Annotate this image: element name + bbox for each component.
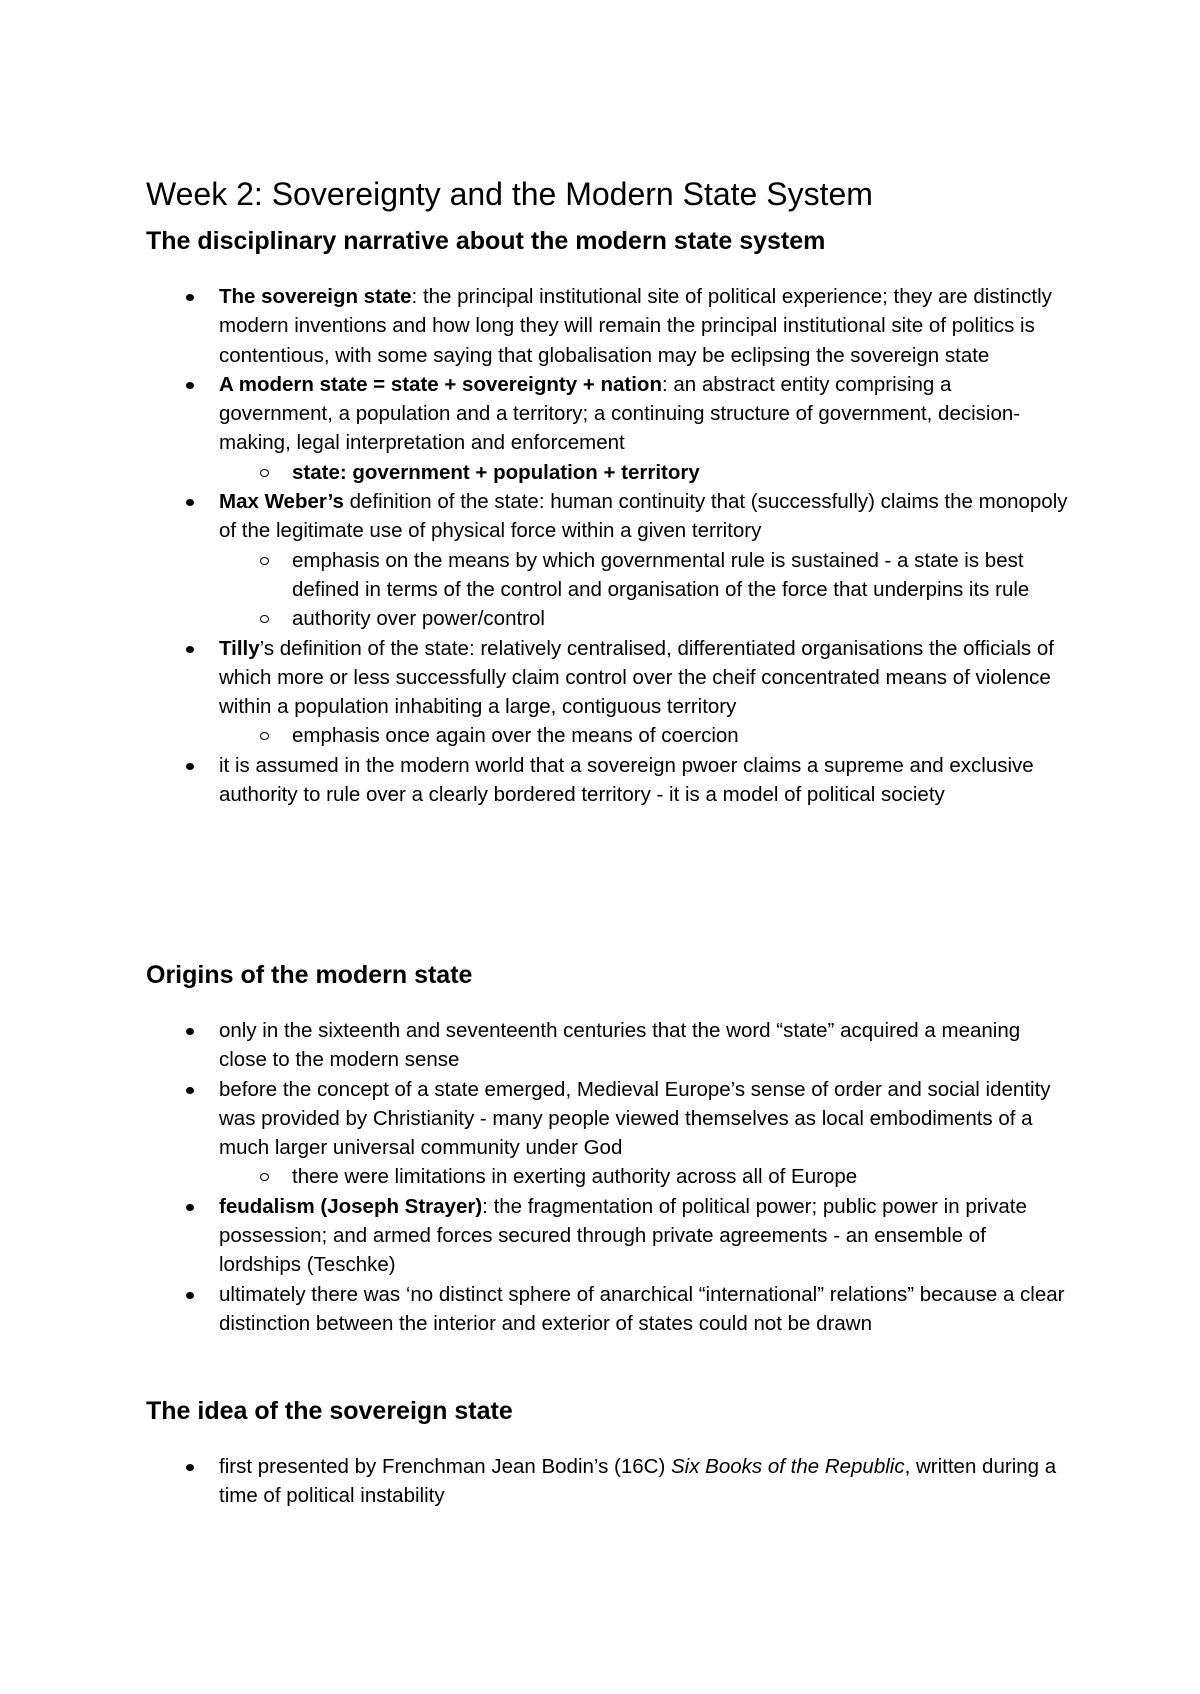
- page-title: Week 2: Sovereignty and the Modern State System: [146, 176, 873, 212]
- list-item: [146, 1192, 1069, 1280]
- bullet-list: [146, 1452, 1066, 1511]
- list-item: ultimately there was ‘no distinct sphere of anarchical “international” relations” because a clear distinction between the interior and exterior of states could not be drawn: [146, 1280, 1069, 1339]
- bold-term: feudalism (Joseph Strayer): [219, 1194, 483, 1218]
- item-text: before the concept of a state emerged, Medieval Europe’s sense of order and social identity was provided by Christianity - many people viewed themselves as local embodiments of a much larger universal community under God: [219, 1077, 1051, 1160]
- sub-list: [219, 1162, 1069, 1191]
- book-title: Six Books of the Republic: [670, 1455, 905, 1478]
- sub-list: [219, 546, 1069, 634]
- section-heading: The idea of the sovereign state: [146, 1397, 513, 1425]
- sub-list-item: emphasis on the means by which governmental rule is sustained - a state is best defined in terms of the control and organisation of the force that underpins its rule: [219, 546, 1069, 605]
- item-text: : an abstract entity comprising a government, a population and a territory; a continuing structure of government, decision-making, legal interpretation and enforcement: [219, 372, 1021, 455]
- sub-list: [219, 721, 1069, 750]
- bullet-list: [146, 282, 1066, 809]
- list-item: only in the sixteenth and seventeenth centuries that the word “state” acquired a meaning close to the modern sense: [146, 1016, 1069, 1075]
- section-idea-sovereign-state: [146, 1394, 1066, 1511]
- sub-list-item: emphasis once again over the means of coercion: [219, 721, 1069, 750]
- sub-list-item: authority over power/control: [219, 604, 1069, 633]
- section-disciplinary-narrative: [146, 224, 1066, 809]
- item-text: : the fragmentation of political power; public power in private possession; and armed forces secured through private agreements - an ensemble of lordships (Teschke): [219, 1194, 1027, 1277]
- item-text: first presented by Frenchman Jean Bodin’s (16C): [219, 1455, 671, 1478]
- list-item: [146, 634, 1069, 751]
- item-text: : the principal institutional site of political experience; they are distinctly modern inventions and how long they will remain the principal institutional site of politics is contentious, with some saying that globalisation may be eclipsing the sovereign state: [219, 285, 1052, 367]
- sub-list-item: there were limitations in exerting authority across all of Europe: [219, 1162, 1069, 1191]
- list-item: [146, 1452, 1069, 1511]
- item-text: definition of the state: human continuity that (successfully) claims the monopoly of the legitimate use of physical force within a given territory: [219, 490, 1068, 543]
- bold-term: Max Weber’s: [219, 490, 344, 514]
- list-item: [146, 282, 1069, 370]
- bold-term: The sovereign state: [219, 285, 412, 308]
- sub-list-item: [219, 458, 1069, 487]
- list-item: [146, 1075, 1069, 1192]
- bold-term: A modern state = state + sovereignty + nation: [219, 372, 662, 396]
- item-text: ’s definition of the state: relatively centralised, differentiated organisations the officials of which more or less successfully claim control over the cheif concentrated means of violence within a population inhabiting a large, contiguous territory: [219, 636, 1054, 719]
- sub-list: [219, 458, 1069, 487]
- bold-term: Tilly: [219, 636, 260, 660]
- list-item: [146, 487, 1069, 633]
- section-heading: Origins of the modern state: [146, 961, 473, 989]
- bullet-list: [146, 1016, 1066, 1338]
- section-heading: The disciplinary narrative about the modern state system: [146, 227, 826, 255]
- item-text: , written during a time of political instability: [219, 1455, 1057, 1508]
- bold-term: state: government + population + territory: [292, 460, 700, 484]
- list-item: it is assumed in the modern world that a sovereign pwoer claims a supreme and exclusive authority to rule over a clearly bordered territory - it is a model of political society: [146, 751, 1069, 810]
- section-origins-modern-state: [146, 958, 1066, 1338]
- list-item: [146, 370, 1069, 487]
